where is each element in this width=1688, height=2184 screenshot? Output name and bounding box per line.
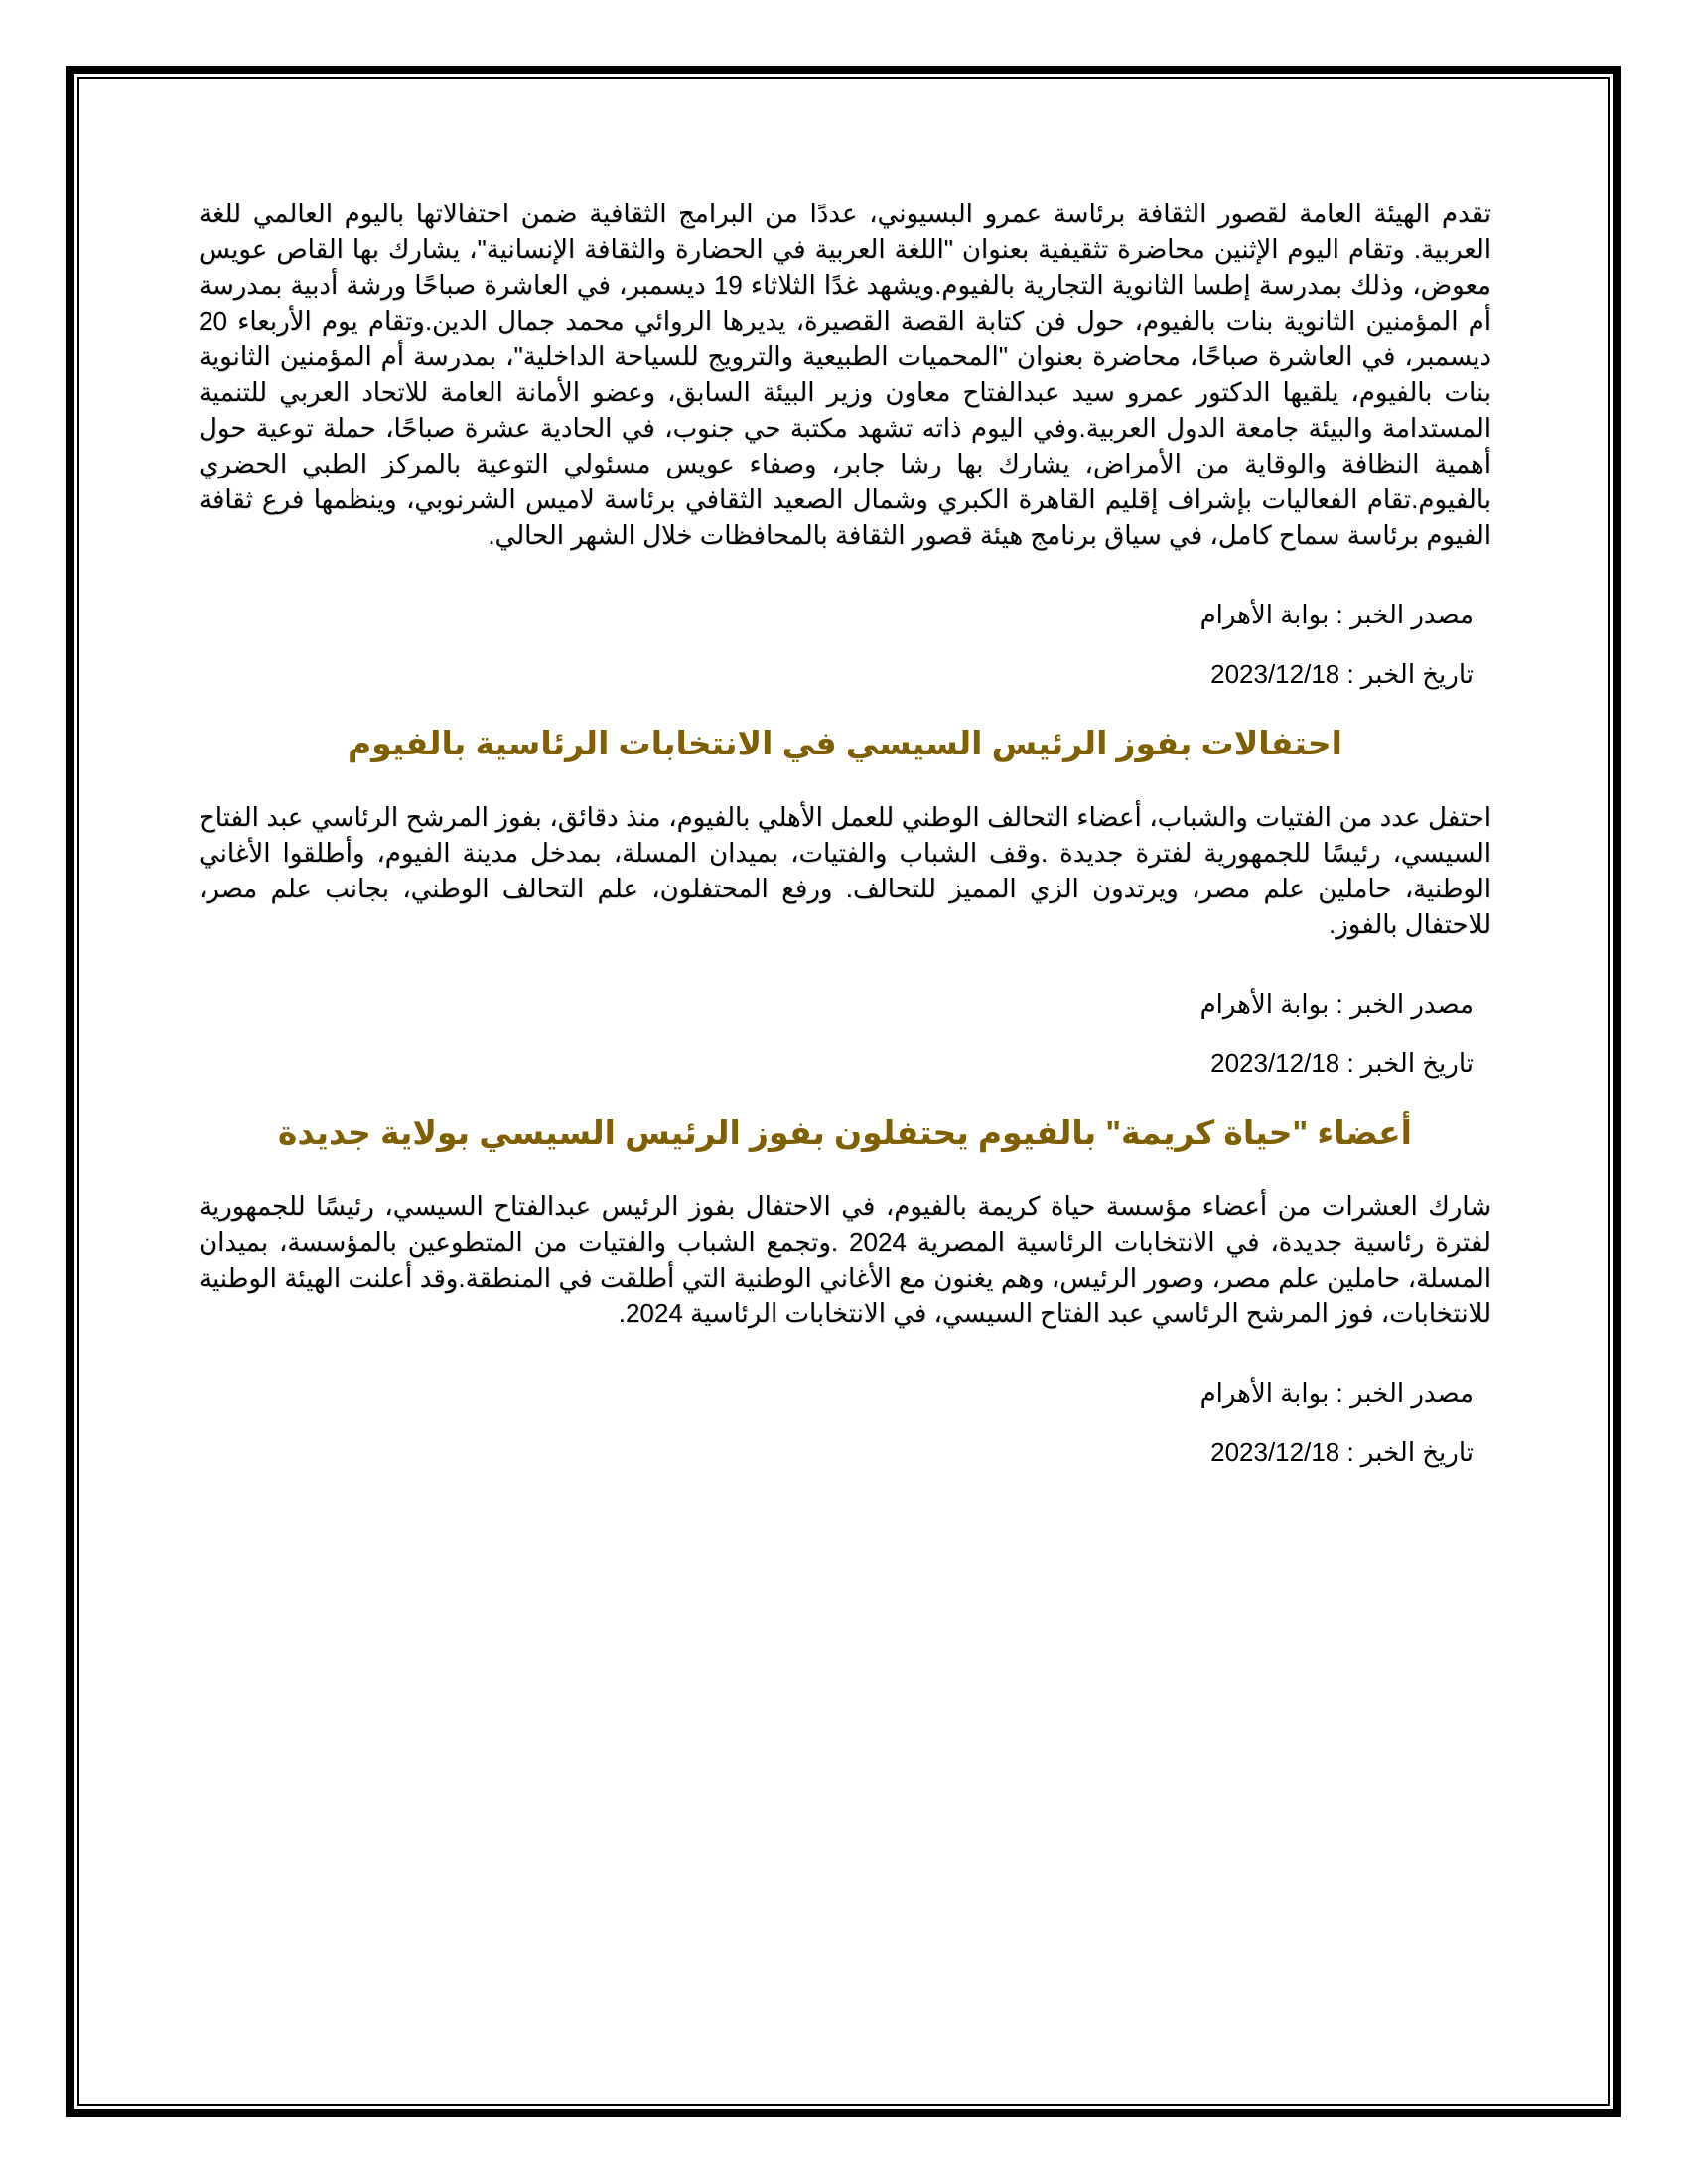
article-body: تقدم الهيئة العامة لقصور الثقافة برئاسة عمرو البسيوني، عددًا من البرامج الثقافية ضمن احتفالاتها باليوم العالمي للغة العربية. وتقام اليوم الإثنين محاضرة تثقيفية بعنوان "اللغة العربية في الحضارة والثقافة الإنسانية"، يشارك بها القاص عويس معوض، وذلك بمدرسة إطسا الثانوية التجارية بالفيوم.ويشهد غدًا الثلاثاء 19 ديسمبر، في العاشرة صباحًا ورشة أدبية بمدرسة أم المؤمنين الثانوية بنات بالفيوم، حول فن كتابة القصة القصيرة، يديرها الروائي محمد جمال الدين.وتقام يوم الأربعاء 20 ديسمبر، في العاشرة صباحًا، محاضرة بعنوان "المحميات الطبيعية والترويج للسياحة الداخلية"، بمدرسة أم المؤمنين الثانوية بنات بالفيوم، يلقيها الدكتور عمرو سيد عبدالفتاح معاون وزير البيئة السابق، وعضو الأمانة العامة للاتحاد العربي للتنمية المستدامة والبيئة جامعة الدول العربية.وفي اليوم ذاته تشهد مكتبة حي جنوب، في الحادية عشرة صباحًا، حملة توعية حول أهمية النظافة والوقاية من الأمراض، يشارك بها رشا جابر، وصفاء عويس مسئولي التوعية بالمركز الطبي الحضري بالفيوم.تقام الفعاليات بإشراف إقليم القاهرة الكبري وشمال الصعيد الثقافي برئاسة لاميس الشرنوبي، وينظمها فرع ثقافة الفيوم برئاسة سماح كامل، في سياق برنامج هيئة قصور الثقافة بالمحافظات خلال الشهر الحالي. <box>199 199 1491 550</box>
article-source: مصدر الخبر : بوابة الأهرام <box>1199 1378 1474 1408</box>
document-content <box>199 196 1491 1470</box>
article-source: مصدر الخبر : بوابة الأهرام <box>1199 989 1474 1019</box>
article-1 <box>199 196 1491 692</box>
article-headline: أعضاء "حياة كريمة" بالفيوم يحتفلون بفوز الرئيس السيسي بولاية جديدة <box>278 1114 1412 1151</box>
article-date: تاريخ الخبر : 2023/12/18 <box>1210 1048 1474 1078</box>
article-3 <box>199 1111 1491 1470</box>
article-date: تاريخ الخبر : 2023/12/18 <box>1210 659 1474 689</box>
article-source: مصدر الخبر : بوابة الأهرام <box>1199 600 1474 629</box>
article-body: شارك العشرات من أعضاء مؤسسة حياة كريمة بالفيوم، في الاحتفال بفوز الرئيس عبدالفتاح السيسي، رئيسًا للجمهورية لفترة رئاسية جديدة، في الانتخابات الرئاسية المصرية 2024 .وتجمع الشباب والفتيات من المتطوعين بالمؤسسة، بميدان المسلة، حاملين علم مصر، وصور الرئيس، وهم يغنون مع الأغاني الوطنية التي أطلقت في المنطقة.وقد أعلنت الهيئة الوطنية للانتخابات، فوز المرشح الرئاسي عبد الفتاح السيسي، في الانتخابات الرئاسية 2024. <box>199 1191 1491 1328</box>
article-2 <box>199 722 1491 1081</box>
article-body: احتفل عدد من الفتيات والشباب، أعضاء التحالف الوطني للعمل الأهلي بالفيوم، منذ دقائق، بفوز المرشح الرئاسي عبد الفتاح السيسي، رئيسًا للجمهورية لفترة جديدة .وقف الشباب والفتيات، بميدان المسلة، بمدخل مدينة الفيوم، وأطلقوا الأغاني الوطنية، حاملين علم مصر، ويرتدون الزي المميز للتحالف. ورفع المحتفلون، علم التحالف الوطني، بجانب علم مصر، للاحتفال بالفوز. <box>199 802 1491 939</box>
article-headline: احتفالات بفوز الرئيس السيسي في الانتخابات الرئاسية بالفيوم <box>348 725 1342 761</box>
article-date: تاريخ الخبر : 2023/12/18 <box>1210 1437 1474 1467</box>
